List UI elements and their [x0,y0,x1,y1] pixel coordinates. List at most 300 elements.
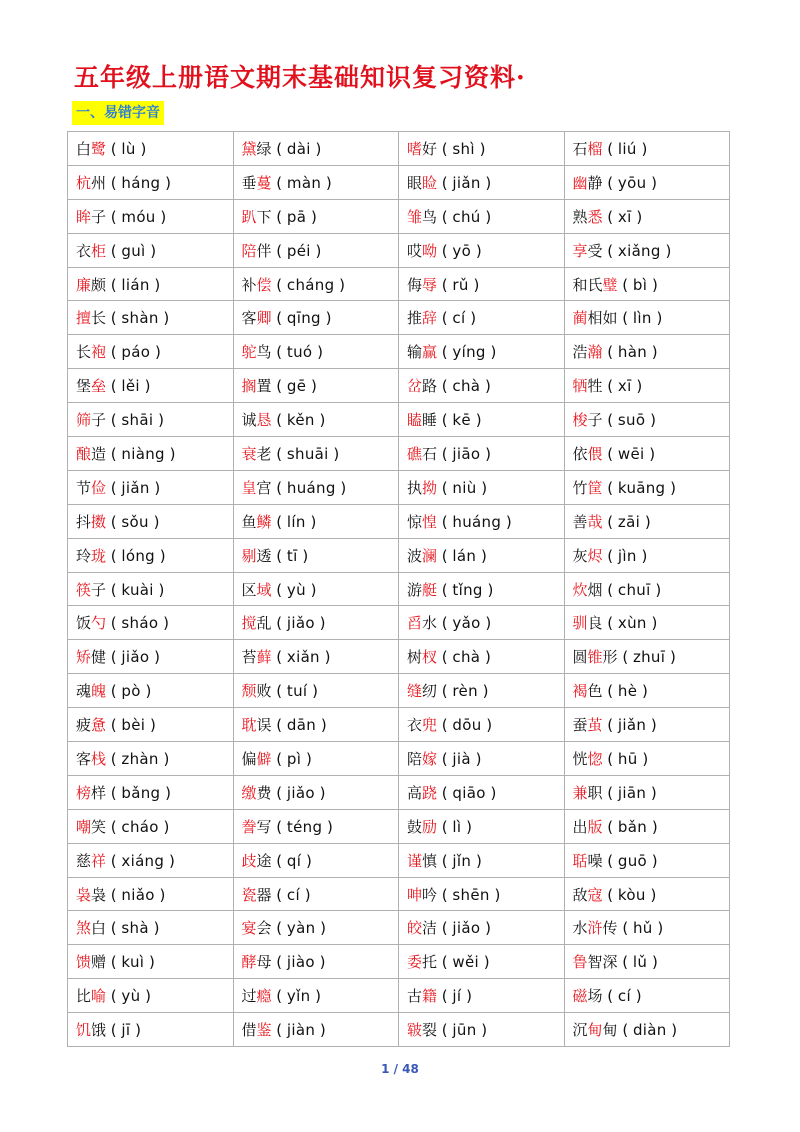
pinyin-text: suō [617,411,646,430]
word-cell [233,233,399,267]
paren-close: ) [646,716,657,735]
word-text: 输 [407,343,423,362]
word-cell [564,708,730,742]
word-cell [564,538,730,572]
word-cell [399,335,565,369]
word-text: 过 [241,987,257,1006]
word-cell [564,1013,730,1047]
word-text: 子 [91,580,107,599]
paren-open: ( [106,207,122,226]
word-text: 造 [91,444,107,463]
paren-close: ) [652,919,664,938]
word-cell [233,470,399,504]
word-cell [233,742,399,776]
word-cell [399,877,565,911]
paren-close: ) [647,817,658,836]
word-text: 沉 [572,1021,588,1040]
table-row [68,267,730,301]
word-cell [233,301,399,335]
paren-close: ) [140,987,152,1006]
word-text: 诚 [241,411,257,430]
word-cell [233,640,399,674]
word-text: 衣 [76,241,92,260]
highlighted-char: 皇 [241,478,257,497]
highlighted-char: 辞 [422,309,438,328]
highlighted-char: 廉 [76,275,92,294]
word-text: 置 [256,377,272,396]
highlighted-char: 呻 [407,885,423,904]
word-cell [233,403,399,437]
paren-open: ( [602,885,618,904]
table-row [68,945,730,979]
paren-open: ( [106,987,122,1006]
table-row [68,1013,730,1047]
highlighted-char: 栈 [91,749,107,768]
pinyin-text: zhàn [121,749,159,768]
paren-close: ) [140,682,152,701]
pinyin-text: jiǎn [121,478,150,497]
paren-open: ( [106,377,122,396]
highlighted-char: 煞 [76,919,92,938]
word-text: 透 [256,546,272,565]
word-cell [399,979,565,1013]
paren-close: ) [139,377,151,396]
word-text: 哎 [407,241,423,260]
paren-close: ) [314,614,326,633]
word-text: 补 [241,275,257,294]
highlighted-char: 睑 [422,173,438,192]
pinyin-text: zāi [617,512,641,531]
highlighted-char: 浒 [587,919,603,938]
highlighted-char: 鉴 [256,1021,272,1040]
word-text: 袅 [91,885,107,904]
word-cell [233,606,399,640]
pinyin-text: hàn [617,343,648,362]
paren-close: ) [479,953,490,972]
pinyin-text: bì [632,275,648,294]
highlighted-char: 褐 [572,682,588,701]
pinyin-text: xiáng [121,851,165,870]
paren-open: ( [437,546,453,565]
word-text: 灰 [572,546,588,565]
highlighted-char: 黛 [241,139,257,158]
pinyin-text: lǔ [632,953,648,972]
highlighted-char: 筐 [587,478,603,497]
word-text: 路 [422,377,438,396]
table-row [68,335,730,369]
pinyin-text: lóng [121,546,155,565]
paren-open: ( [106,614,122,633]
table-row [68,775,730,809]
highlighted-char: 耽 [241,716,257,735]
word-pronunciation-table [67,131,730,1047]
paren-open: ( [437,173,453,192]
word-text: 蚕 [572,716,588,735]
highlighted-char: 酵 [241,953,257,972]
word-text: 乱 [256,614,272,633]
pinyin-text: péi [286,241,311,260]
paren-open: ( [271,783,287,802]
word-text: 浩 [572,343,588,362]
highlighted-char: 嫁 [422,749,438,768]
paren-close: ) [468,275,480,294]
word-cell [68,1013,234,1047]
paren-open: ( [602,139,618,158]
pinyin-text: chuī [617,580,651,599]
highlighted-char: 柜 [91,241,107,260]
highlighted-char: 嗜 [407,139,423,158]
word-cell [399,945,565,979]
pinyin-text: lì [452,817,462,836]
highlighted-char: 祥 [91,851,107,870]
table-row [68,708,730,742]
pinyin-text: jí [452,987,462,1006]
word-cell [233,843,399,877]
pinyin-text: jiàn [286,1021,316,1040]
word-text: 水 [572,919,588,938]
pinyin-text: hǔ [632,919,653,938]
pinyin-text: shàn [121,309,159,328]
pinyin-text: cí [286,885,300,904]
pinyin-text: kuì [121,953,145,972]
pinyin-text: gē [286,377,307,396]
paren-close: ) [301,851,312,870]
paren-open: ( [602,546,618,565]
paren-open: ( [602,207,618,226]
word-cell [68,538,234,572]
pinyin-text: shì [452,139,475,158]
highlighted-char: 勺 [91,614,107,633]
word-text: 鼓 [407,817,423,836]
page-number: 1 / 48 [381,1062,419,1076]
pinyin-text: jī [121,1021,131,1040]
paren-close: ) [310,139,322,158]
paren-open: ( [271,444,287,463]
word-cell [233,945,399,979]
paren-open: ( [437,1021,453,1040]
paren-close: ) [306,207,317,226]
highlighted-char: 魄 [91,682,107,701]
pinyin-text: lián [121,275,150,294]
paren-close: ) [334,275,346,294]
word-text: 竹 [572,478,588,497]
paren-close: ) [645,411,656,430]
word-text: 波 [407,546,423,565]
highlighted-char: 皎 [407,919,423,938]
highlighted-char: 僻 [256,749,272,768]
pinyin-text: huáng [286,478,336,497]
pinyin-text: guō [617,851,648,870]
highlighted-char: 籍 [422,987,438,1006]
paren-close: ) [476,478,488,497]
word-text: 子 [91,411,107,430]
word-text: 笑 [91,817,107,836]
highlighted-char: 俭 [91,478,107,497]
word-text: 场 [587,987,603,1006]
document-title: 五年级上册语文期末基础知识复习资料· [74,63,526,92]
highlighted-char: 榴 [587,139,603,158]
word-cell [68,369,234,403]
pinyin-text: kē [452,411,471,430]
word-cell [68,437,234,471]
paren-close: ) [312,343,324,362]
highlighted-char: 鸵 [241,343,257,362]
word-cell [399,572,565,606]
paren-close: ) [485,343,497,362]
highlighted-char: 偿 [256,275,272,294]
pinyin-text: wěi [452,953,479,972]
paren-close: ) [481,716,493,735]
highlighted-char: 烬 [587,546,603,565]
pinyin-text: jiǎo [286,783,315,802]
pinyin-text: jǐn [452,851,472,870]
pinyin-text: háng [121,173,161,192]
word-text: 噪 [587,851,603,870]
highlighted-char: 惚 [587,749,603,768]
word-text: 树 [407,648,423,667]
word-cell [233,335,399,369]
highlighted-char: 磁 [572,987,588,1006]
pinyin-text: jiǎn [452,173,481,192]
paren-close: ) [148,919,160,938]
word-cell [564,742,730,776]
word-text: 色 [587,682,603,701]
highlighted-char: 幽 [572,173,588,192]
word-text: 游 [407,580,423,599]
highlighted-char: 歧 [241,851,257,870]
word-text: 白 [76,139,92,158]
word-cell [68,233,234,267]
word-text: 误 [256,716,272,735]
paren-close: ) [150,343,161,362]
paren-close: ) [651,309,663,328]
highlighted-char: 瓷 [241,885,257,904]
pinyin-text: jiǎo [121,648,150,667]
word-cell [564,775,730,809]
highlighted-char: 惫 [91,716,107,735]
pinyin-text: niàng [121,444,165,463]
word-cell [564,437,730,471]
pinyin-text: xùn [617,614,647,633]
paren-close: ) [320,309,332,328]
paren-close: ) [461,987,472,1006]
word-text: 高 [407,783,423,802]
word-text: 魂 [76,682,92,701]
word-cell [399,437,565,471]
word-cell [564,267,730,301]
pinyin-text: guì [121,241,146,260]
paren-close: ) [644,444,656,463]
pinyin-text: yù [121,987,141,1006]
table-row [68,742,730,776]
word-text: 州 [91,173,107,192]
word-cell [399,843,565,877]
paren-close: ) [158,749,170,768]
paren-open: ( [437,682,453,701]
word-cell [68,199,234,233]
paren-open: ( [106,241,122,260]
word-cell [399,1013,565,1047]
pinyin-text: jiào [286,953,315,972]
word-cell [68,606,234,640]
word-cell [564,470,730,504]
pinyin-text: cháo [121,817,159,836]
paren-close: ) [636,139,648,158]
highlighted-char: 酿 [76,444,92,463]
pinyin-text: dōu [452,716,482,735]
word-text: 赠 [91,953,107,972]
highlighted-char: 皲 [407,1021,423,1040]
paren-close: ) [489,885,501,904]
highlighted-char: 卿 [256,309,272,328]
table-row [68,301,730,335]
word-cell [399,233,565,267]
pinyin-text: hè [617,682,638,701]
paren-open: ( [106,817,122,836]
paren-close: ) [299,885,311,904]
paren-open: ( [602,614,618,633]
paren-close: ) [160,173,171,192]
word-cell [564,369,730,403]
word-text: 伴 [256,241,272,260]
pinyin-text: jiǎn [617,716,647,735]
pinyin-text: yō [452,241,472,260]
highlighted-char: 璧 [602,275,618,294]
paren-close: ) [631,207,643,226]
word-text: 长 [76,343,92,362]
word-cell [564,843,730,877]
pinyin-text: sháo [121,614,159,633]
paren-open: ( [271,648,287,667]
highlighted-char: 喻 [91,987,107,1006]
paren-close: ) [476,1021,488,1040]
pinyin-text: cí [617,987,631,1006]
word-cell [68,708,234,742]
highlighted-char: 鳞 [256,512,272,531]
paren-close: ) [305,512,317,531]
table-row [68,199,730,233]
word-cell [68,843,234,877]
word-text: 子 [91,207,107,226]
word-cell [399,606,565,640]
word-cell [399,470,565,504]
paren-open: ( [106,648,122,667]
paren-close: ) [315,1021,326,1040]
paren-open: ( [271,173,287,192]
paren-open: ( [271,614,287,633]
paren-open: ( [617,953,633,972]
pinyin-text: shuāi [286,444,329,463]
word-cell [68,335,234,369]
paren-close: ) [153,411,164,430]
word-text: 陪 [407,749,423,768]
word-text: 出 [572,817,588,836]
word-text: 子 [587,411,603,430]
pinyin-text: lù [121,139,136,158]
word-text: 偏 [241,749,257,768]
pinyin-text: rèn [452,682,478,701]
paren-close: ) [646,173,658,192]
paren-open: ( [271,987,287,1006]
paren-open: ( [106,478,122,497]
highlighted-char: 兼 [572,783,588,802]
paren-close: ) [145,716,156,735]
paren-close: ) [647,275,658,294]
paren-close: ) [149,478,161,497]
word-text: 抖 [76,512,92,531]
highlighted-char: 拗 [422,478,438,497]
pinyin-text: niǎo [121,885,155,904]
highlighted-char: 剔 [241,546,257,565]
word-cell [233,437,399,471]
highlighted-char: 驯 [572,614,588,633]
paren-open: ( [271,716,287,735]
paren-open: ( [106,580,122,599]
paren-close: ) [158,309,170,328]
paren-open: ( [106,716,122,735]
paren-close: ) [480,919,491,938]
paren-close: ) [485,783,497,802]
paren-close: ) [470,749,482,768]
word-text: 区 [241,580,257,599]
highlighted-char: 锥 [587,648,603,667]
word-text: 母 [256,953,272,972]
highlighted-char: 聒 [572,851,588,870]
word-cell [233,132,399,166]
table-row [68,403,730,437]
pinyin-text: yíng [452,343,486,362]
word-text: 饭 [76,614,92,633]
word-text: 裂 [422,1021,438,1040]
word-text: 执 [407,478,423,497]
word-text: 侮 [407,275,423,294]
pinyin-text: chú [452,207,481,226]
pinyin-text: lín [286,512,306,531]
paren-open: ( [602,716,618,735]
word-text: 好 [422,139,438,158]
paren-close: ) [149,648,160,667]
highlighted-char: 呦 [422,241,438,260]
highlighted-char: 誊 [241,817,257,836]
paren-close: ) [637,749,649,768]
highlighted-char: 艇 [422,580,438,599]
highlighted-char: 励 [422,817,438,836]
paren-open: ( [437,614,453,633]
paren-open: ( [106,139,122,158]
word-text: 水 [422,614,438,633]
paren-open: ( [437,817,453,836]
word-cell [68,403,234,437]
paren-close: ) [321,173,332,192]
paren-close: ) [149,275,161,294]
highlighted-char: 擞 [91,512,107,531]
pinyin-text: kěn [286,411,315,430]
paren-close: ) [316,716,327,735]
word-text: 老 [256,444,272,463]
highlighted-char: 域 [256,580,272,599]
paren-open: ( [271,512,287,531]
word-text: 推 [407,309,423,328]
word-text: 器 [256,885,272,904]
pinyin-text: wēi [617,444,645,463]
paren-open: ( [617,648,633,667]
highlighted-char: 瞌 [407,411,423,430]
paren-open: ( [602,512,618,531]
table-row [68,640,730,674]
word-text: 智深 [587,953,618,972]
paren-close: ) [650,580,662,599]
paren-open: ( [437,411,453,430]
